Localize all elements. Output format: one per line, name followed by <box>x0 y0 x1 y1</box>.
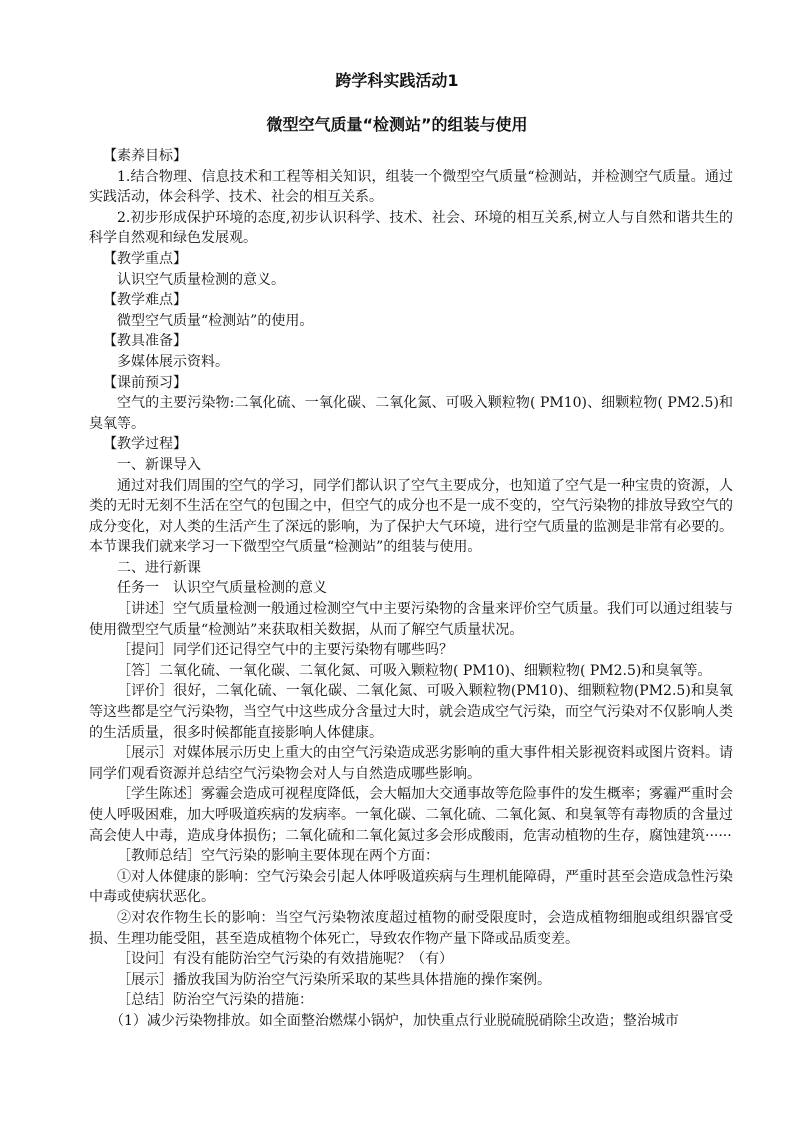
paragraph: ［评价］很好，二氧化硫、一氧化碳、二氧化氮、可吸入颗粒物(PM10)、细颗粒物(PM2.5)和臭氧等这些都是空气污染物，当空气中这些成分含量过大时，就会造成空气污染，而空气污染对不仅影响人类的生活质量，很多时候都能直接影响人体健康。 <box>89 683 733 741</box>
subsection-heading: 一、新课导入 <box>117 456 201 473</box>
paragraph: ［学生陈述］雾霾会造成可视程度降低，会大幅加大交通事故等危险事件的发生概率；雾霾严重时会使人呼吸困难，加大呼吸道疾病的发病率。一氧化碳、二氧化硫、二氧化氮、和臭氧等有毒物质的含量过高会使人中毒，造成身体损伤；二氧化硫和二氧化氮过多会形成酸雨，危害动植物的生存，腐蚀建筑······ <box>89 786 733 844</box>
task-heading: 任务一 认识空气质量检测的意义 <box>117 580 327 597</box>
section-heading: 【教具准备】 <box>103 333 187 350</box>
paragraph: （1）减少污染物排放。如全面整治燃煤小锅炉，加快重点行业脱硫脱硝除尘改造；整治城市 <box>110 1012 679 1029</box>
document-title: 跨学科实践活动1 <box>335 71 459 90</box>
document-subtitle: 微型空气质量“检测站”的组装与使用 <box>266 115 528 134</box>
paragraph: ［展示］对媒体展示历史上重大的由空气污染造成恶劣影响的重大事件相关影视资料或图片资料。请同学们观看资源并总结空气污染物会对人与自然造成哪些影响。 <box>89 745 733 782</box>
paragraph: 1.结合物理、信息技术和工程等相关知识，组装一个微型空气质量“检测站，并检测空气质量。通过实践活动，体会科学、技术、社会的相互关系。 <box>89 168 733 206</box>
paragraph: 通过对我们周围的空气的学习，同学们都认识了空气主要成分，也知道了空气是一种宝贵的资源，人类的无时无刻不生活在空气的包围之中，但空气的成分也不是一成不变的，空气污染物的排放导致空气的成分变化，对人类的生活产生了深远的影响，为了保护大气环境，进行空气质量的监测是非常有必要的。本节课我们就来学习一下微型空气质量“检测站”的组装与使用。 <box>89 477 733 556</box>
paragraph: ［讲述］空气质量检测一般通过检测空气中主要污染物的含量来评价空气质量。我们可以通过组装与使用微型空气质量“检测站”来获取相关数据，从而了解空气质量状况。 <box>89 601 733 638</box>
document-body <box>89 146 733 1032</box>
section-heading: 【教学重点】 <box>103 250 187 267</box>
section-heading: 【素养目标】 <box>103 148 187 164</box>
paragraph: ［展示］播放我国为防治空气污染所采取的某些具体措施的操作案例。 <box>117 971 551 988</box>
section-heading: 【教学难点】 <box>103 292 187 309</box>
subsection-heading: 二、进行新课 <box>117 559 201 576</box>
paragraph: 微型空气质量“检测站”的使用。 <box>117 312 314 329</box>
paragraph: 2.初步形成保护环境的态度,初步认识科学、技术、社会、环境的相互关系,树立人与自然和谐共生的科学自然观和绿色发展观。 <box>89 209 733 247</box>
paragraph: 认识空气质量检测的意义。 <box>117 271 285 288</box>
section-heading: 【教学过程】 <box>103 436 187 453</box>
paragraph: 空气的主要污染物:二氧化硫、一氧化碳、二氧化氮、可吸入颗粒物( PM10)、细颗粒物( PM2.5)和臭氧等。 <box>89 395 733 432</box>
paragraph: ［提问］同学们还记得空气中的主要污染物有哪些吗？ <box>117 642 453 659</box>
paragraph: ①对人体健康的影响：空气污染会引起人体呼吸道疾病与生理机能障碍，严重时甚至会造成急性污染中毒或使病状恶化。 <box>89 868 733 906</box>
paragraph: ［总结］防治空气污染的措施： <box>117 992 313 1009</box>
paragraph: ［教师总结］空气污染的影响主要体现在两个方面： <box>117 848 439 865</box>
paragraph: 多媒体展示资料。 <box>117 353 229 370</box>
section-heading: 【课前预习】 <box>103 374 187 391</box>
paragraph: ②对农作物生长的影响：当空气污染物浓度超过植物的耐受限度时，会造成植物细胞或组织器官受损、生理功能受阻，甚至造成植物个体死亡，导致农作物产量下降或品质变差。 <box>89 909 733 947</box>
paragraph: ［设问］有没有能防治空气污染的有效措施呢？（有） <box>117 951 453 968</box>
paragraph: ［答］二氧化硫、一氧化碳、二氧化氮、可吸入颗粒物( PM10)、细颗粒物( PM2.5)和臭氧等。 <box>117 662 712 679</box>
